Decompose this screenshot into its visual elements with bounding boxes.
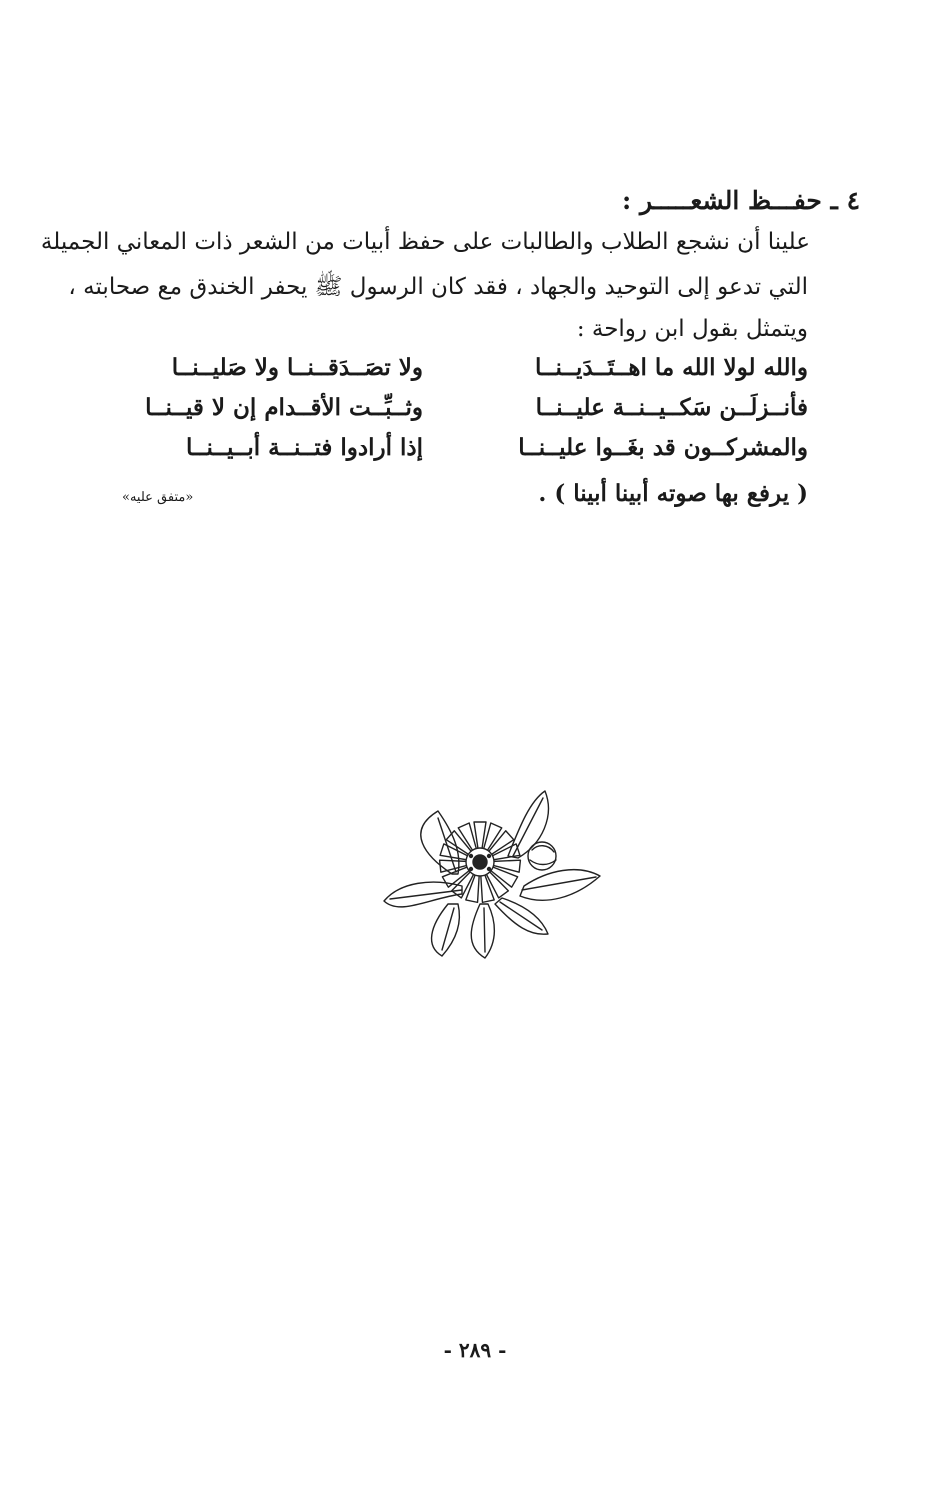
verse-first-hemistich: والله لولا الله ما اهــتَــدَيــنــا — [535, 354, 808, 381]
section-heading: ٤ ـ حفـــظ الشعـــــر : — [622, 186, 860, 215]
paragraph-line: التي تدعو إلى التوحيد والجهاد ، فقد كان الرسول ﷺ يحفر الخندق مع صحابته ، — [68, 274, 808, 300]
hadith-source: «متفق عليه» — [122, 490, 194, 505]
verse-first-hemistich: والمشركــون قد بغَــوا عليــنــا — [518, 434, 808, 461]
closing-line: ( يرفع بها صوته أبينا أبينا ) . — [538, 480, 808, 507]
poem-verse — [118, 354, 808, 388]
verse-second-hemistich: ولا تصَــدَقــنــا ولا صَليــنــا — [171, 354, 423, 381]
paragraph-line: علينا أن نشجع الطلاب والطالبات على حفظ أبيات من الشعر ذات المعاني الجميلة — [40, 229, 810, 255]
paragraph-line: ويتمثل بقول ابن رواحة : — [576, 316, 808, 342]
flower-ornament-icon — [370, 786, 605, 961]
page-number: - ٢٨٩ - — [443, 1338, 507, 1362]
poem-verse — [118, 394, 808, 428]
verse-second-hemistich: إذا أرادوا فتــنــة أبــيــنــا — [186, 434, 423, 461]
verse-first-hemistich: فأنــزلَــن سَكــيــنــة عليــنــا — [535, 394, 808, 421]
poem-verse — [118, 434, 808, 468]
verse-second-hemistich: وثــبِّــت الأقــدام إن لا قيــنــا — [145, 394, 423, 421]
